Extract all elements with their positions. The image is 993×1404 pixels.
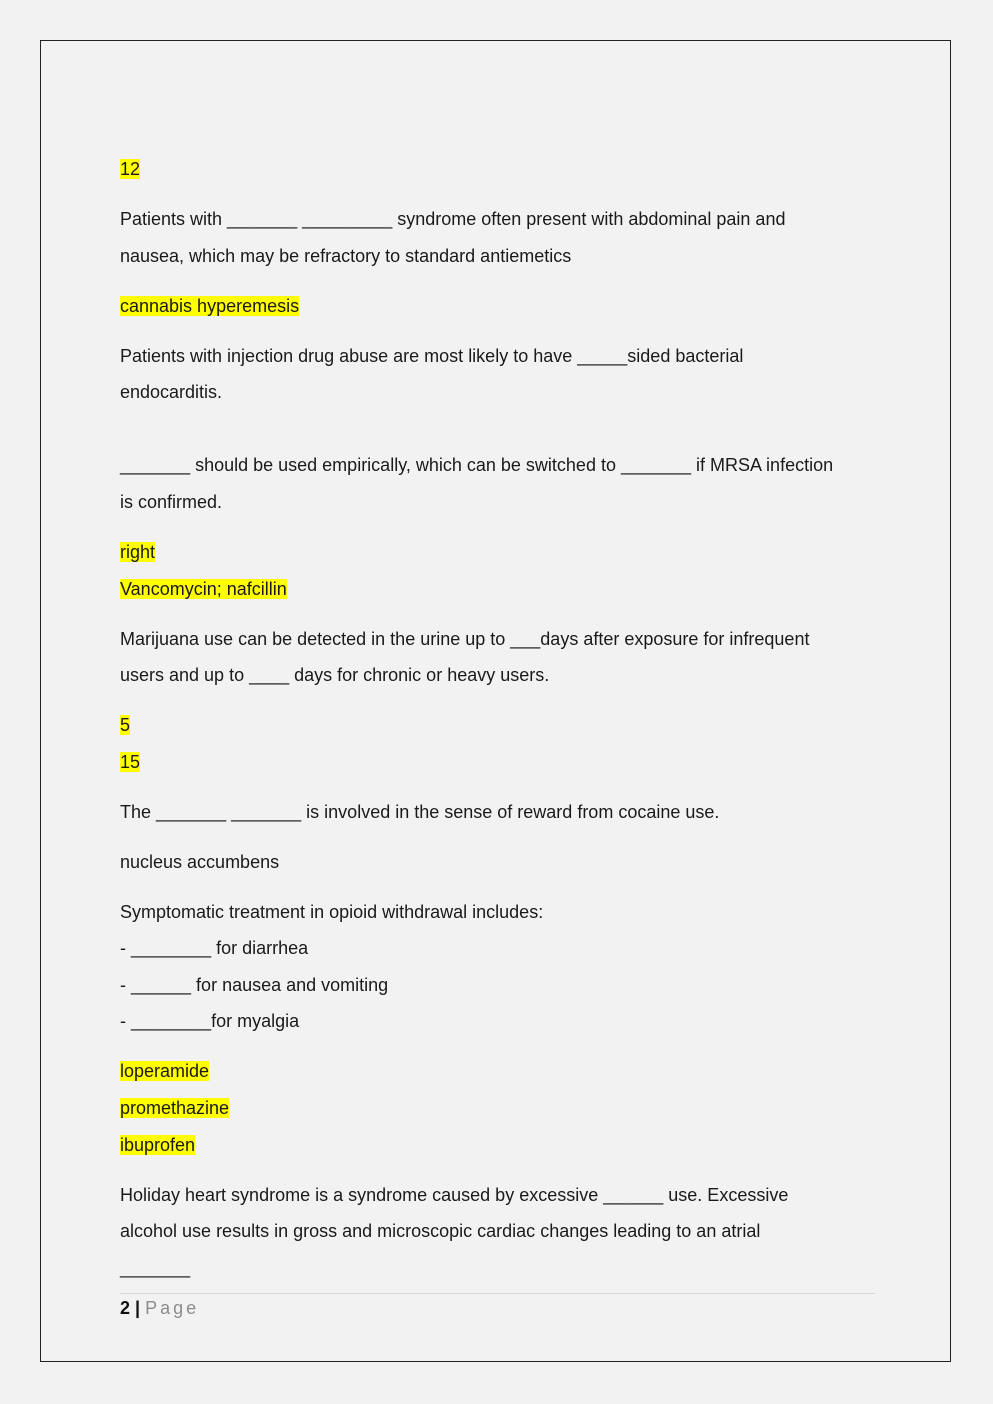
line-question: Symptomatic treatment in opioid withdrawal includes: xyxy=(120,902,544,922)
line-question: - ______ for nausea and vomiting xyxy=(120,975,389,995)
line-question: _______ xyxy=(120,1258,191,1278)
highlight-text: right xyxy=(120,542,156,562)
line-question: The _______ _______ is involved in the sense of reward from cocaine use. xyxy=(120,802,720,822)
highlight-text: 12 xyxy=(120,159,141,179)
line-answer xyxy=(120,578,287,600)
line-question: users and up to ____ days for chronic or heavy users. xyxy=(120,665,550,685)
page-number: 2 xyxy=(120,1298,131,1318)
highlight-text: loperamide xyxy=(120,1061,210,1081)
line-question: alcohol use results in gross and microscopic cardiac changes leading to an atrial xyxy=(120,1221,761,1241)
line-answer xyxy=(120,1060,209,1082)
line-answer xyxy=(120,1134,195,1156)
line-question: is confirmed. xyxy=(120,492,223,512)
line-question: - ________ for diarrhea xyxy=(120,938,309,958)
line-answer xyxy=(120,714,130,736)
page-label: Page xyxy=(145,1298,200,1318)
line-answer xyxy=(120,541,155,563)
highlight-text: 15 xyxy=(120,752,141,772)
page-footer xyxy=(120,1297,199,1319)
highlight-text: promethazine xyxy=(120,1098,230,1118)
line-question: Patients with _______ _________ syndrome often present with abdominal pain and xyxy=(120,209,786,229)
footer-divider xyxy=(120,1293,875,1294)
line-question: Patients with injection drug abuse are most likely to have _____sided bacterial xyxy=(120,346,744,366)
highlight-text: 5 xyxy=(120,715,131,735)
line-answer xyxy=(120,1097,229,1119)
line-question: Marijuana use can be detected in the urine up to ___days after exposure for infrequent xyxy=(120,629,810,649)
line-question: endocarditis. xyxy=(120,382,223,402)
footer-separator: | xyxy=(135,1298,141,1318)
line-answer: nucleus accumbens xyxy=(120,852,280,872)
highlight-text: cannabis hyperemesis xyxy=(120,296,300,316)
line-question: Holiday heart syndrome is a syndrome caused by excessive ______ use. Excessive xyxy=(120,1185,789,1205)
highlight-text: Vancomycin; nafcillin xyxy=(120,579,287,599)
line-answer xyxy=(120,295,299,317)
line-question-number xyxy=(120,158,140,180)
page-frame xyxy=(40,40,951,1362)
highlight-text: ibuprofen xyxy=(120,1135,196,1155)
line-question: _______ should be used empirically, which can be switched to _______ if MRSA infection xyxy=(120,455,834,475)
line-question: nausea, which may be refractory to standard antiemetics xyxy=(120,246,572,266)
line-answer xyxy=(120,751,140,773)
line-question: - ________for myalgia xyxy=(120,1011,300,1031)
